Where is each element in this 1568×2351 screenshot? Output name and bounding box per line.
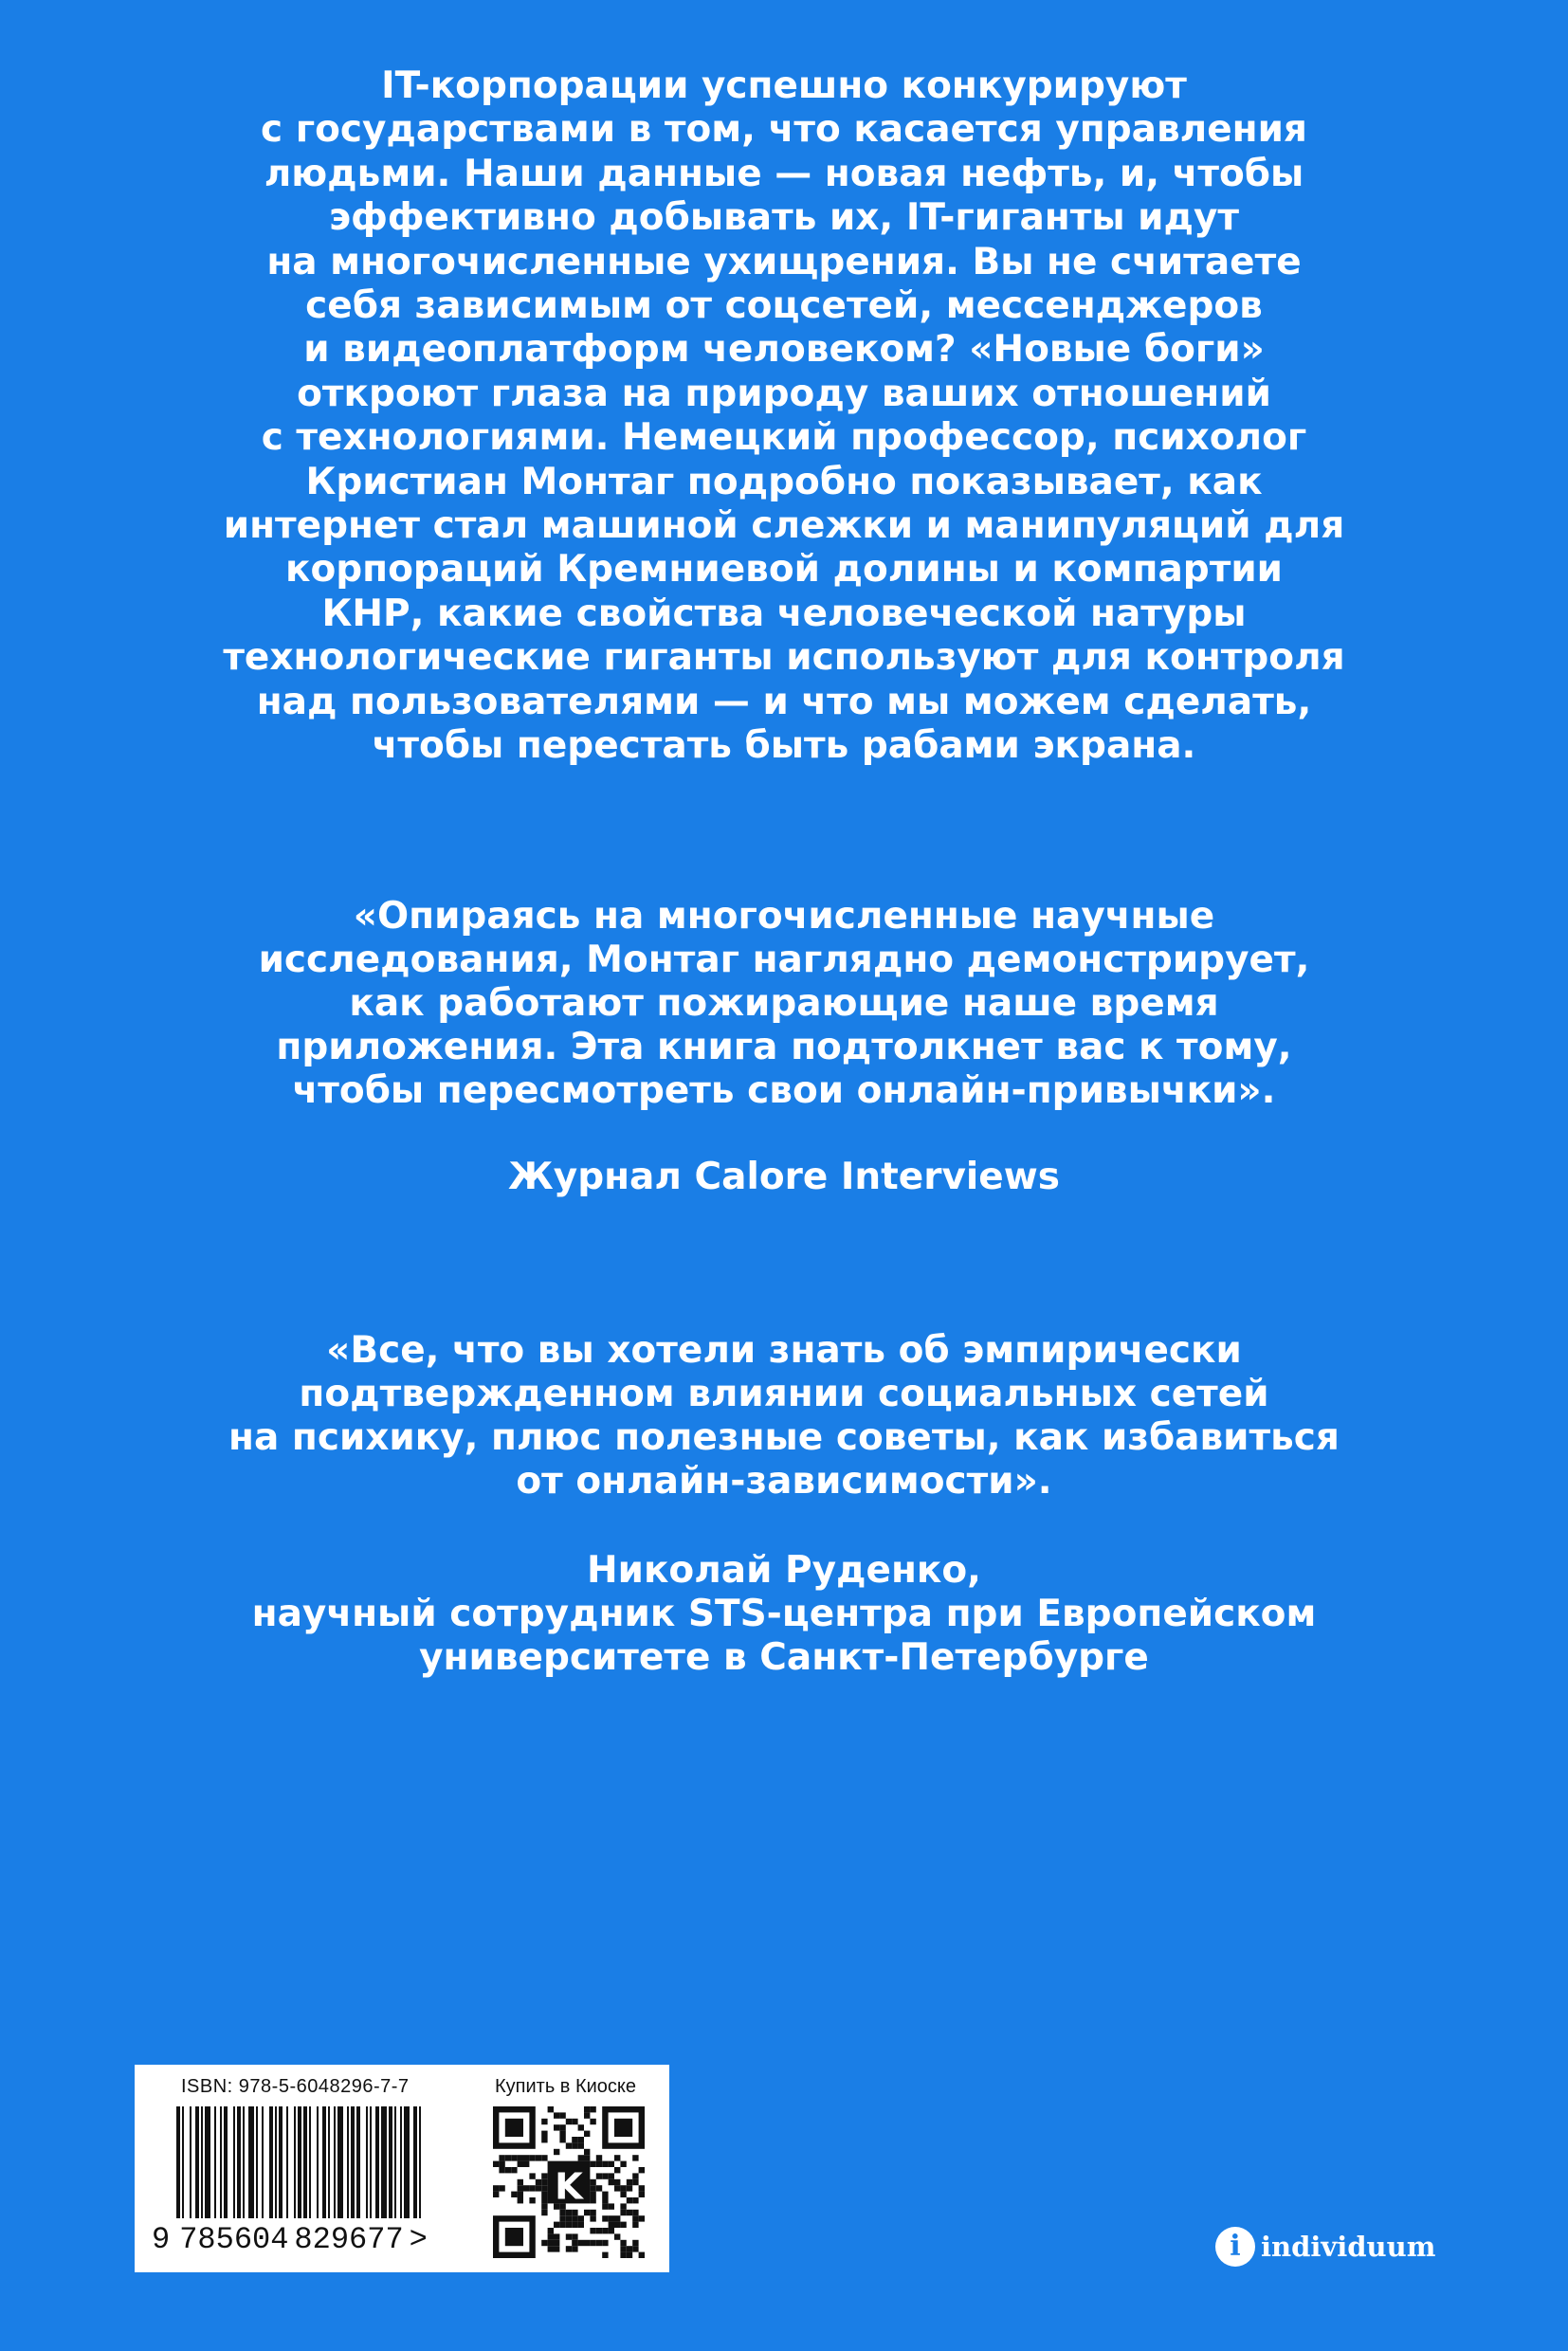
publisher-logo: [1215, 2227, 1435, 2267]
blurb-line: эффективно добывать их, IT-гиганты идут: [328, 196, 1240, 240]
quote-1-line: «Опираясь на многочисленные научные: [353, 895, 1215, 938]
blurb-line: себя зависимым от соцсетей, мессенджеров: [305, 284, 1263, 328]
quote-2-line: «Все, что вы хотели знать об эмпирически: [326, 1329, 1242, 1372]
quote-2-line: подтвержденном влиянии социальных сетей: [299, 1373, 1269, 1415]
barcode-digit-group-1: 785604: [179, 2222, 289, 2257]
quote-2-line: от онлайн-зависимости».: [516, 1460, 1052, 1503]
qr-center-letter: K: [555, 2165, 583, 2209]
quote-1-line: исследования, Монтаг наглядно демонстрирует,: [258, 939, 1310, 981]
review-quote-1: [95, 895, 1473, 1113]
attribution-2-line: Николай Руденко,: [587, 1549, 981, 1592]
blurb-line: КНР, какие свойства человеческой натуры: [321, 592, 1247, 635]
blurb-line: IT-корпорации успешно конкурируют: [381, 64, 1187, 107]
publisher-name: individuum: [1261, 2231, 1436, 2263]
cover-blurb: [95, 64, 1473, 769]
attribution-2-line: научный сотрудник STS-центра при Европейском: [251, 1593, 1317, 1635]
blurb-line: и видеоплатформ человеком? «Новые боги»: [303, 328, 1265, 372]
blurb-line: Кристиан Монтаг подробно показывает, как: [305, 460, 1263, 503]
barcode-icon: [176, 2106, 480, 2218]
attribution-2-line: университете в Санкт-Петербурге: [419, 1636, 1149, 1679]
isbn-barcode-panel: [135, 2065, 669, 2272]
blurb-line: на многочисленные ухищрения. Вы не считаете: [266, 240, 1302, 283]
attribution-1-line: Журнал Calore Interviews: [508, 1156, 1060, 1198]
blurb-line: людьми. Наши данные — новая нефть, и, чтобы: [264, 152, 1304, 195]
qr-code-icon[interactable]: [493, 2106, 645, 2258]
review-attribution-2: [95, 1549, 1473, 1680]
blurb-line: с технологиями. Немецкий профессор, психолог: [261, 416, 1307, 460]
review-quote-2: [95, 1329, 1473, 1504]
isbn-label: ISBN: 978-5-6048296-7-7: [181, 2076, 410, 2097]
quote-2-line: на психику, плюс полезные советы, как избавиться: [228, 1416, 1340, 1459]
quote-1-line: приложения. Эта книга подтолкнет вас к тому,: [276, 1026, 1292, 1068]
publisher-mark-icon: i: [1215, 2227, 1255, 2267]
barcode-digit-lead: 9: [152, 2222, 171, 2257]
blurb-line: корпораций Кремниевой долины и компартии: [285, 548, 1283, 592]
qr-caption: Купить в Киоске: [495, 2076, 637, 2097]
quote-1-line: как работают пожирающие наше время: [349, 982, 1219, 1025]
barcode-digit-group-2: 829677: [294, 2222, 404, 2257]
blurb-line: откроют глаза на природу ваших отношений: [297, 372, 1271, 415]
blurb-line: интернет стал машиной слежки и манипуляций для: [223, 504, 1345, 548]
review-attribution-1: [95, 1156, 1473, 1199]
blurb-line: технологические гиганты используют для контроля: [223, 636, 1345, 680]
barcode-digit-tail: >: [409, 2222, 428, 2257]
barcode-digits: [152, 2222, 428, 2257]
quote-1-line: чтобы пересмотреть свои онлайн-привычки».: [292, 1069, 1276, 1112]
blurb-line: чтобы перестать быть рабами экрана.: [372, 724, 1196, 768]
blurb-line: над пользователями — и что мы можем сделать,: [256, 680, 1312, 723]
blurb-line: с государствами в том, что касается управления: [261, 108, 1307, 152]
